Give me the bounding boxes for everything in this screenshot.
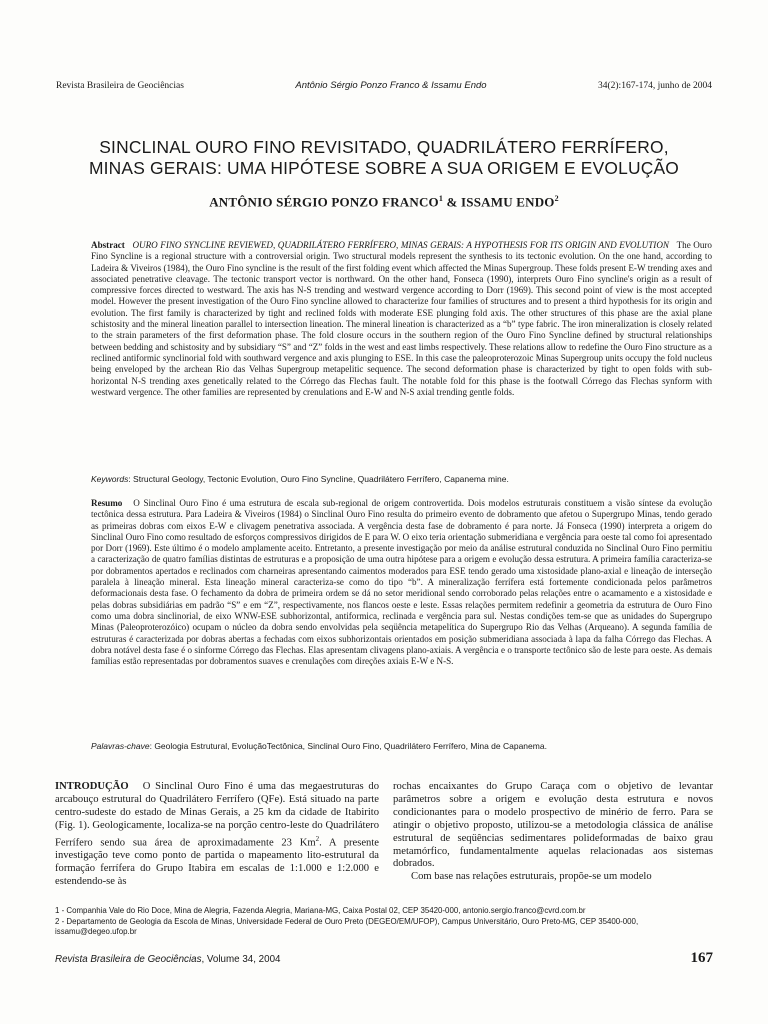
author-1: ANTÔNIO SÉRGIO PONZO FRANCO [209, 194, 439, 210]
resumo-text: O Sinclinal Ouro Fino é uma estrutura de escala sub-regional de origem controvertida. Dois modelos estruturais constituem a visão síntese da evolução tectônica dessa estrutura. Para Ladeira & Viveiros (1984) o Sinclinal Ouro Fino resulta do primeiro evento de dobramento que afetou o Supergrupo Minas, tendo gerado as primeiras dobras com eixos E-W e clivagem penetrativa associada. A vergência desta fase de dobramento é para norte. Já Fonseca (1990) interpreta a origem do Sinclinal Ouro Fino como resultado de esforços compressivos dirigidos de E para W. O eixo teria orientação submeridiana e vergência para oeste tal como foi apresentado por Dorr (1969). Este último é o modelo amplamente aceito. Entretanto, a presente investigação por meio da análise estrutural conduzida no Sinclinal Ouro Fino permitiu a caracterização de quatro famílias distintas de estruturas e a proposição de uma outra hipótese para a origem e evolução dessa estrutura. A primeira família caracteriza-se por dobramentos apertados e reclinados com charneiras apresentando caimentos moderados para ESE tendo gerado uma xistosidade plano-axial e lineação de interseção paralela à lineação mineral. Esta lineação mineral caracteriza-se como do tipo “b”. A mineralização ferrífera está fortemente condicionada pelos parâmetros deformacionais desta fase. O fechamento da dobra de primeira ordem se dá no setor meridional sendo corroborado pelas relações entre o acamamento e a xistosidade e pelas dobras subsidiárias em padrão “S” e em “Z”, respectivamente, nos flancos oeste e leste. Essas relações permitem redefinir a geometria da estrutura de Ouro Fino como uma dobra sinclinorial, de eixo WNW-ESE subhorizontal, antiformica, reclinada e vergência para sul. Nestas condições tem-se que as unidades do Supergrupo Minas (Paleoproterozóico) ocupam o núcleo da dobra sendo envolvidas pela seqüência metapelítica do Supergrupo Rio das Velhas (Arqueano). A segunda família de estruturas é caracterizada por dobras abertas a fechadas com eixos subhorizontais orientados em posição submeridiana associada à lapa da falha Córrego das Flechas. A dobra notável desta fase é o sinforme Córrego das Flechas. Elas apresentam clivagens plano-axiais. A vergência e o transporte tectônico são de leste para oeste. As demais famílias estão representadas por dobramentos suaves e crenulações com direções axiais E-W e N-S. [91, 498, 712, 667]
footnote-2: 2 - Departamento de Geologia da Escola de Minas, Universidade Federal de Ouro Preto (DEGEO/EM/UFOP), Campus Universitário, Ouro Preto-MG, CEP 35400-000, issamu@degeo.ufop.br [55, 916, 639, 936]
palavras-chave [91, 741, 712, 752]
intro-superscript: 2 [315, 834, 320, 843]
running-head-authors: Antônio Sérgio Ponzo Franco & Issamu Endo [295, 80, 487, 91]
author-2-affiliation: 2 [554, 194, 559, 203]
author-separator: & [443, 194, 462, 210]
keywords-label: Keywords [91, 474, 129, 484]
intro-text-a: O Sinclinal Ouro Fino é uma das megaestruturas do arcabouço estrutural do Quadrilátero Ferrífero (QFe). Está situado na parte centro-sudeste do estado de Minas Gerais, a 25 km da cidade de Itabirito (Fig. 1). Geologicamente, localiza-se na porção centro-leste do Quadrilátero Ferrífero sendo sua área de aproximadamente 23 Km [55, 781, 379, 849]
abstract-text: The Ouro Fino Syncline is a regional structure with a controversial origin. Two structural models represent the synthesis to its tectonic evolution. On the one hand, according to Ladeira & Viveiros (1984), the Ouro Fino syncline is the result of the first folding event which affected the Minas Supergroup. These folds present E-W trending axes and associated penetrative cleavage. The tectonic transport vector is northward. On the other hand, Fonseca (1990), interprets Ouro Fino syncline's origin as a result of compressive forces directed to westward. The axis has N-S trending and westward vergence according to Dorr (1969). This second point of view is the most accepted model. However the present investigation of the Ouro Fino syncline allowed to characterize four families of structures and to present a third hypothesis for its origin and evolution. The first family is characterized by tight and reclined folds with moderate ESE plunging fold axis. The other structures of this phase are the axial plane schistosity and the mineral lineation parallel to intersection lineation. The mineral lineation is characterized as a “b” type fabric. The iron mineralization is closely related to the strain parameters of the first deformation phase. The fold closure occurs in the southern region of the Ouro Fino Syncline defined by structural relationships between bedding and schistosity and by subsidiary “S” and “Z” folds in the west and east limbs respectively. These relations allow to redefine the Ouro Fino structure as a reclined antiformic synclinorial fold with southward vergence and axis plunging to ESE. In this case the paleoproterozoic Minas Supergroup units occupy the fold nucleus being enveloped by the archean Rio das Velhas Supergroup metapelitic sequence. The second deformation phase is characterized by tight to open folds with sub-horizontal N-S trending axes genetically related to the Córrego das Flechas fault. The notable fold for this phase is the footwall Córrego das Flechas synform with westward vergence. The other families are represented by crenulations and E-W and N-S axial trending gentle folds. [91, 240, 712, 397]
footnotes [55, 906, 713, 938]
footer-journal-name: Revista Brasileira de Geociências [55, 954, 202, 965]
abstract-label: Abstract [91, 240, 125, 250]
page-footer [55, 950, 713, 968]
keywords [91, 474, 712, 485]
paper-title-line-1: SINCLINAL OURO FINO REVISITADO, QUADRILÁTERO FERRÍFERO, [99, 137, 669, 157]
palavras-chave-text: : Geologia Estrutural, EvoluçãoTectônica, Sinclinal Ouro Fino, Quadrilátero Ferrífero, Mina de Capanema. [149, 741, 547, 751]
intro-text-b: . A presente investigação teve como ponto de partida o mapeamento lito-estrutural da formação ferrífera do Grupo Itabira em escalas de 1:1.000 e 1:2.000 e estendendo-se às [55, 837, 379, 887]
right-paragraph-2: Com base nas relações estruturais, propõe-se um modelo [411, 871, 652, 883]
page-number: 167 [690, 950, 713, 966]
keywords-text: : Structural Geology, Tectonic Evolution, Ouro Fino Syncline, Quadrilátero Ferrífero, Capanema mine. [128, 474, 509, 484]
author-2: ISSAMU ENDO [461, 194, 555, 210]
abstract [91, 240, 712, 398]
footer-journal [55, 954, 280, 965]
footnote-1: 1 - Companhia Vale do Rio Doce, Mina de Alegria, Fazenda Alegria, Mariana-MG, Caixa Postal 02, CEP 35420-000, antonio.sergio.franco@cvrd.com.br [55, 906, 586, 915]
resumo [91, 498, 712, 667]
running-head-issue: 34(2):167-174, junho de 2004 [597, 81, 712, 91]
body-column-left [55, 781, 379, 889]
running-head [56, 80, 712, 94]
author-1-affiliation: 1 [438, 194, 444, 203]
right-paragraph-1: rochas encaixantes do Grupo Caraça com o objetivo de levantar parâmetros sobre a origem e evolução desta estrutura e novos condicionantes para o modelo prospectivo de minério de ferro. Para se atingir o objetivo proposto, utilizou-se a metodologia clássica de análise estrutural de seqüências sedimentares polideformadas de baixo grau metamórfico, fundamentalmente aquelas relacionadas aos sistemas dobrados. [393, 781, 713, 870]
author-list [40, 194, 728, 210]
paper-title [40, 137, 728, 179]
footer-volume: , Volume 34, 2004 [201, 954, 281, 965]
body-column-right [393, 781, 713, 884]
abstract-english-title: OURO FINO SYNCLINE REVIEWED, QUADRILÁTERO FERRÍFERO, MINAS GERAIS: A HYPOTHESIS FOR ITS ORIGIN AND EVOLUTION [132, 240, 669, 250]
palavras-chave-label: Palavras-chave [91, 741, 150, 751]
intro-heading: INTRODUÇÃO [55, 781, 129, 792]
paper-title-line-2: MINAS GERAIS: UMA HIPÓTESE SOBRE A SUA ORIGEM E EVOLUÇÃO [88, 158, 680, 178]
resumo-label: Resumo [91, 498, 123, 508]
running-head-journal: Revista Brasileira de Geociências [56, 81, 184, 91]
